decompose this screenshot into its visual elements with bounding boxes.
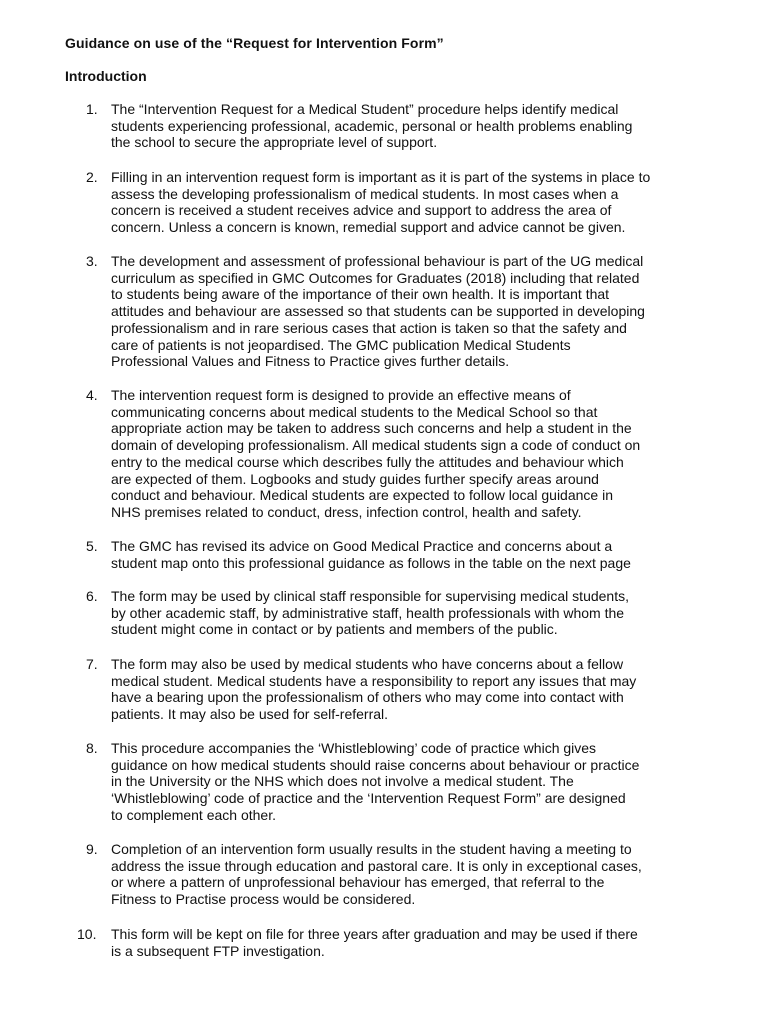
list-item-number: 2.	[86, 169, 98, 185]
text-line: by other academic staff, by administrative staff, health professionals with whom the	[111, 604, 625, 621]
text-line: students experiencing professional, academic, personal or health problems enabling	[111, 117, 633, 134]
list-item-text	[111, 926, 711, 959]
text-line: Fitness to Practise process would be considered.	[111, 891, 416, 908]
text-line: NHS premises related to conduct, dress, infection control, health and safety.	[111, 503, 582, 520]
list-item-text	[111, 740, 711, 824]
list-item-text	[111, 169, 711, 236]
list-item-number: 3.	[86, 253, 98, 269]
text-line: communicating concerns about medical students to the Medical School so that	[111, 403, 598, 420]
text-line: assess the developing professionalism of medical students. In most cases when a	[111, 185, 619, 202]
text-line: The form may also be used by medical students who have concerns about a fellow	[111, 656, 624, 672]
text-line: student map onto this professional guidance as follows in the table on the next page	[111, 554, 631, 571]
text-line: The intervention request form is designed to provide an effective means of	[111, 387, 571, 403]
text-line: student might come in contact or by patients and members of the public.	[111, 621, 558, 638]
text-line: This procedure accompanies the ‘Whistleblowing’ code of practice which gives	[111, 740, 597, 756]
text-line: the school to secure the appropriate level of support.	[111, 134, 438, 151]
text-line: address the issue through education and pastoral care. It is only in exceptional cases,	[111, 857, 642, 874]
text-line: are expected of them. Logbooks and study guides further specify areas around	[111, 470, 599, 487]
list-item-text	[111, 101, 711, 151]
text-line: This form will be kept on file for three years after graduation and may be used if there	[111, 926, 638, 942]
list-item-number: 1.	[86, 101, 98, 117]
text-line: Professional Values and Fitness to Practice gives further details.	[111, 353, 510, 370]
text-line: care of patients is not jeopardised. The GMC publication Medical Students	[111, 336, 571, 353]
text-line: domain of developing professionalism. All medical students sign a code of conduct on	[111, 437, 641, 454]
text-line: appropriate action may be taken to address such concerns and help a student in the	[111, 420, 632, 437]
text-line: entry to the medical course which describes fully the attitudes and behaviour which	[111, 453, 624, 470]
text-line: medical student. Medical students have a responsibility to report any issues that may	[111, 672, 637, 689]
text-line: conduct and behaviour. Medical students are expected to follow local guidance in	[111, 487, 613, 504]
text-line: concern. Unless a concern is known, remedial support and advice cannot be given.	[111, 219, 626, 236]
text-line: curriculum as specified in GMC Outcomes for Graduates (2018) including that related	[111, 269, 640, 286]
text-line: Filling in an intervention request form is important as it is part of the systems in place to	[111, 169, 651, 185]
text-line: have a bearing upon the professionalism of others who may come into contact with	[111, 689, 624, 706]
list-item-text	[111, 538, 711, 571]
list-item-text	[111, 387, 711, 521]
section-heading-introduction: Introduction	[65, 68, 147, 84]
text-line: patients. It may also be used for self-referral.	[111, 706, 389, 723]
text-line: is a subsequent FTP investigation.	[111, 942, 325, 959]
list-item-text	[111, 656, 711, 723]
text-line: guidance on how medical students should raise concerns about behaviour or practice	[111, 756, 640, 773]
text-line: The GMC has revised its advice on Good Medical Practice and concerns about a	[111, 538, 613, 554]
list-item-number: 10.	[77, 926, 97, 942]
list-item-text	[111, 253, 711, 370]
text-line: ‘Whistleblowing’ code of practice and the ‘Intervention Request Form” are designed	[111, 790, 626, 807]
text-line: Completion of an intervention form usually results in the student having a meeting to	[111, 841, 632, 857]
list-item-text	[111, 588, 711, 638]
text-line: attitudes and behaviour are assessed so that students can be supported in developing	[111, 303, 645, 320]
text-line: professionalism and in rare serious cases that action is taken so that the safety and	[111, 319, 627, 336]
text-line: in the University or the NHS which does not involve a medical student. The	[111, 773, 574, 790]
text-line: to students being aware of the importance of their own health. It is important that	[111, 286, 610, 303]
text-line: The development and assessment of professional behaviour is part of the UG medical	[111, 253, 644, 269]
text-line: concern is received a student receives advice and support to address the area of	[111, 202, 612, 219]
text-line: The “Intervention Request for a Medical Student” procedure helps identify medical	[111, 101, 619, 117]
list-item-number: 4.	[86, 387, 98, 403]
list-item-number: 7.	[86, 656, 98, 672]
text-line: to complement each other.	[111, 806, 276, 823]
list-item-number: 9.	[86, 841, 98, 857]
list-item-number: 5.	[86, 538, 98, 554]
list-item-text	[111, 841, 711, 908]
list-item-number: 8.	[86, 740, 98, 756]
text-line: The form may be used by clinical staff responsible for supervising medical students,	[111, 588, 629, 604]
document-title: Guidance on use of the “Request for Intervention Form”	[65, 35, 444, 51]
text-line: or where a pattern of unprofessional behaviour has emerged, that referral to the	[111, 874, 605, 891]
list-item-number: 6.	[86, 588, 98, 604]
